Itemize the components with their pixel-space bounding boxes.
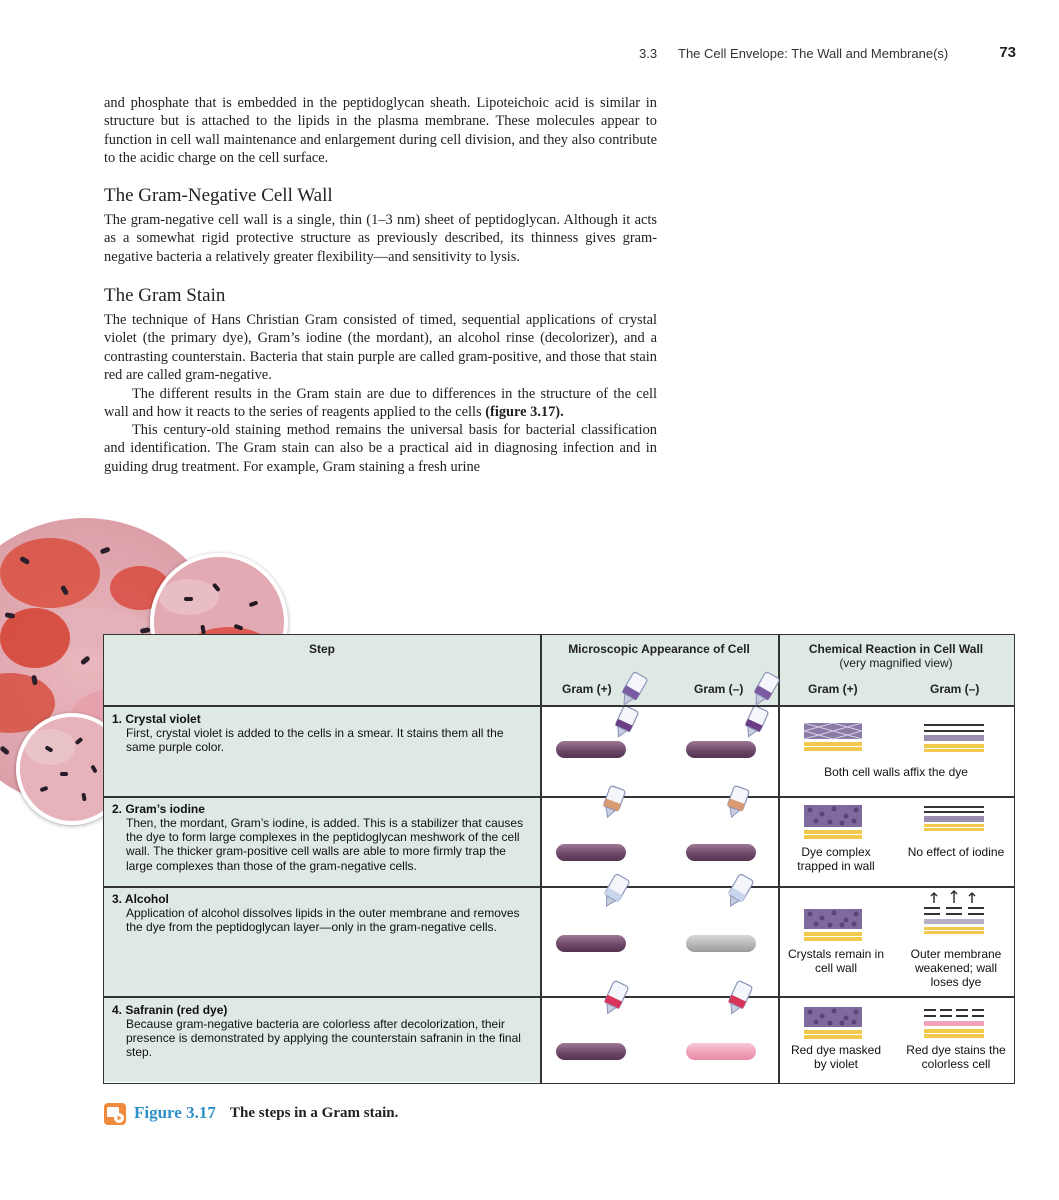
dropper-bottle-icon — [592, 785, 632, 829]
wall-gram-pos-diagram — [804, 805, 862, 839]
step-description: Application of alcohol dissolves lipids in the outer membrane and removes the dye from the peptidoglycan layer—only in the gram-negative cells. — [126, 906, 520, 935]
step-description: Then, the mordant, Gram’s iodine, is added. This is a stabilizer that causes the dye to form large complexes in the peptidoglycan meshwork of the cell wall. The thicker gram-positive cell walls are able to more firmly trap the large complexes than those of the gram-negative cells. — [126, 816, 524, 873]
paragraph-gram-negative: The gram-negative cell wall is a single, thin (1–3 nm) sheet of peptidoglycan. Although it acts as a somewhat rigid protective structure as previously described, its thinness gives gram-negative bacteria a relatively greater flexibility—and sensitivity to lysis. — [104, 212, 657, 265]
running-header — [560, 44, 1020, 64]
heading-gram-negative: The Gram-Negative Cell Wall — [104, 185, 333, 206]
step-description: First, crystal violet is added to the cells in a smear. It stains them all the same purple color. — [126, 726, 504, 755]
divider — [540, 635, 542, 1083]
cell-gram-neg — [686, 1043, 756, 1060]
paragraph-gram-results-text: The different results in the Gram stain are due to differences in the structure of the cell wall and how it reacts to the series of reagents applied to the cells — [104, 386, 657, 421]
result-gram-neg: Red dye stains the colorless cell — [906, 1043, 1006, 1071]
page-number: 73 — [999, 44, 1016, 61]
step-description: Because gram-negative bacteria are colorless after decolorization, their presence is demonstrated by applying the counterstain safranin in the final step. — [126, 1017, 521, 1060]
result-gram-neg: No effect of iodine — [907, 845, 1005, 859]
table-row-alcohol — [112, 892, 532, 934]
subheader-chem-gram-pos: Gram (+) — [808, 682, 858, 696]
cell-gram-pos — [556, 844, 626, 861]
divider — [104, 796, 1014, 798]
cell-gram-pos — [556, 1043, 626, 1060]
result-gram-neg: Outer membrane weakened; wall loses dye — [910, 947, 1002, 989]
header-step: Step — [308, 642, 335, 656]
wall-gram-neg-diagram — [924, 723, 984, 753]
wall-gram-neg-diagram — [924, 805, 984, 831]
heading-gram-stain: The Gram Stain — [104, 285, 226, 306]
paragraph-lipoteichoic: and phosphate that is embedded in the peptidoglycan sheath. Lipoteichoic acid is similar in structure but is attached to the lipids in the plasma membrane. These molecules appear to function in cell wall maintenance and enlargement during cell division, and they also contribute to the acidic charge on the cell surface. — [104, 95, 657, 167]
divider — [104, 886, 1014, 888]
subheader-micro-gram-pos: Gram (+) — [562, 682, 612, 696]
gram-stain-table — [103, 634, 1015, 1084]
cell-gram-neg — [686, 935, 756, 952]
header-microscopic: Microscopic Appearance of Cell — [568, 642, 750, 656]
section-title: The Cell Envelope: The Wall and Membrane(s) — [678, 46, 949, 61]
cell-gram-neg — [686, 844, 756, 861]
wall-gram-neg-diagram — [924, 889, 984, 935]
figure-label: Figure 3.17 — [134, 1103, 216, 1122]
table-row-safranin — [112, 1003, 532, 1060]
step-title: 2. Gram’s iodine — [112, 802, 205, 816]
section-number: 3.3 — [639, 46, 658, 61]
figure-caption-text: The steps in a Gram stain. — [230, 1105, 399, 1121]
subheader-chem-gram-neg: Gram (–) — [930, 682, 980, 696]
header-chemical-sub: (very magnified view) — [839, 656, 953, 670]
paragraph-gram-technique: The technique of Hans Christian Gram consisted of timed, sequential applications of crystal violet (the primary dye), Gram’s iodine (the mordant), an alcohol rinse (decolorizer), and a contrasting counterstain. Bacteria that stain purple are called gram-positive, and those that stain red are called gram-negative. — [104, 312, 657, 384]
dropper-bottle-icon — [594, 980, 634, 1026]
dropper-bottle-icon — [734, 707, 774, 745]
wall-gram-pos-diagram — [804, 909, 862, 941]
cell-gram-pos — [556, 935, 626, 952]
paragraph-gram-results — [104, 385, 657, 422]
result-both: Both cell walls affix the dye — [824, 765, 968, 779]
dropper-bottle-icon — [604, 707, 644, 745]
table-row-grams-iodine — [112, 802, 532, 873]
table-row-crystal-violet — [112, 712, 532, 754]
subheader-micro-gram-neg: Gram (–) — [694, 682, 744, 696]
dropper-bottle-icon — [594, 873, 634, 919]
step-title: 4. Safranin (red dye) — [112, 1003, 228, 1017]
wall-gram-pos-diagram — [804, 1007, 862, 1039]
dropper-bottle-icon — [718, 873, 758, 919]
wall-gram-pos-diagram — [804, 723, 862, 751]
result-gram-pos: Dye complex trapped in wall — [797, 845, 875, 873]
divider — [104, 996, 1014, 998]
step-title: 3. Alcohol — [112, 892, 169, 906]
dropper-bottle-icon — [718, 980, 758, 1026]
figure-reference-link[interactable]: (figure 3.17). — [485, 404, 564, 421]
result-gram-pos: Red dye masked by violet — [790, 1043, 882, 1071]
result-gram-pos: Crystals remain in cell wall — [787, 947, 885, 975]
animation-icon[interactable] — [104, 1103, 126, 1125]
paragraph-gram-uses: This century-old staining method remains the universal basis for bacterial classification and identification. The Gram stain can also be a practical aid in diagnosing infection and in guiding drug treatment. For example, Gram staining a fresh urine — [104, 422, 657, 475]
dropper-bottle-icon — [716, 785, 756, 829]
header-chemical: Chemical Reaction in Cell Wall — [808, 642, 984, 656]
divider — [104, 705, 1014, 707]
step-title: 1. Crystal violet — [112, 712, 201, 726]
wall-gram-neg-diagram — [924, 1007, 984, 1039]
